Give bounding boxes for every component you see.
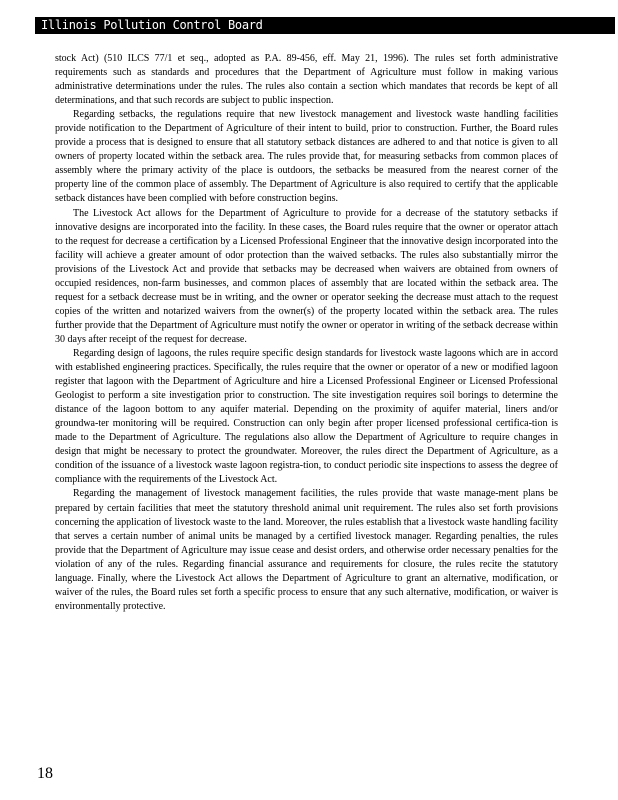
paragraph-setbacks: Regarding setbacks, the regulations require that new livestock management and livestock waste handling facilities provide notification to the Department of Agriculture of their intent to build, prior to construction. Further, the Board rules provide a process that is designed to ensure that all statutory setback distances are adhered to and that notice is given to all owners of property located within the setback area. The rules provide that, for measuring setbacks from common places of assembly where the primary activity of the place is outdoors, the setbacks be measured from the nearest corner of the property line of the common place of assembly. The Department of Agriculture is also required to certify that the applicable setback distances have been complied with before construction begins. — [55, 109, 558, 205]
paragraph-livestock-act-continued: stock Act) (510 ILCS 77/1 et seq., adopted as P.A. 89-456, eff. May 21, 1996). The rules set forth administrative requirements such as standards and procedures that the Department of Agriculture must follow in making various administrative determinations under the rules. The rules also contain a section which mandates that records be kept of all determinations, and that such records are subject to public inspection. — [55, 53, 558, 107]
running-header-bar — [35, 17, 615, 34]
paragraph-lagoon-design: Regarding design of lagoons, the rules require specific design standards for livestock waste lagoons which are in accord with established engineering practices. Specifically, the rules require that the owner or operator of a new or modified lagoon register that lagoon with the Department of Agriculture and hire a Licensed Professional Engineer or Licensed Professional Geologist to perform a site investigation prior to construction. The site investigation requires soil borings to determine the distance of the lagoon bottom to any aquifer material. Depending on the proximity of aquifer material, liners and/or groundwa-ter monitoring will be required. Construction can only begin after proper licensed professional certifica-tion is made to the Department of Agriculture. The regulations also allow the Department of Agriculture to require changes in design that might be necessary to protect the groundwater. Moreover, the rules direct the Department of Agriculture, as a condition of the issuance of a livestock waste lagoon registra-tion, to conduct periodic site inspections to assess the degree of compliance with the requirements of the Livestock Act. — [55, 347, 558, 486]
running-header-title: Illinois Pollution Control Board — [41, 18, 263, 32]
paragraph-facility-management: Regarding the management of livestock management facilities, the rules provide that waste manage-ment plans be prepared by certain facilities that meet the statutory threshold animal unit requirement. The rules also set forth provisions concerning the application of livestock waste to the land. Moreover, the rules establish that a livestock waste handling facility that serves a certain number of animal units be managed by a certified livestock manager. Regarding penalties, the rules provide that the Department of Agriculture may issue cease and desist orders, and otherwise order necessary penalties for the violation of any of the rules. Regarding financial assurance and requirements for closure, the rules recite the statutory language. Finally, where the Livestock Act allows the Department of Agriculture to grant an alternative, modification, or waiver of the rules, the Board rules set forth a specific process to ensure that any such alternative, modification, or waiver is environmentally protective. — [55, 488, 558, 612]
paragraph-setback-decrease: The Livestock Act allows for the Department of Agriculture to provide for a decrease of the statutory setbacks if innovative designs are incorporated into the facility. In these cases, the Board rules require that the owner or operator attach to the request for decrease a certification by a Licensed Professional Engineer that the innovative design incorporated into the facility will achieve a greater amount of odor protection than the waived setbacks. The rules also substantially mirror the provisions of the Livestock Act and provide that setbacks may be decreased when waivers are obtained from owners of occupied residences, non-farm businesses, and common places of assembly that are located within the setback area. The request for a setback decrease must be in writing, and the owner or operator seeking the decrease must attach to the request copies of the written and notarized waivers from the owner(s) of the property located within the setback area. The rules further provide that the Department of Agriculture must notify the owner or operator in writing of the setback decrease within 30 days after receipt of the request for decrease. — [55, 207, 558, 345]
page-number: 18 — [37, 765, 53, 782]
body-text — [55, 52, 558, 614]
